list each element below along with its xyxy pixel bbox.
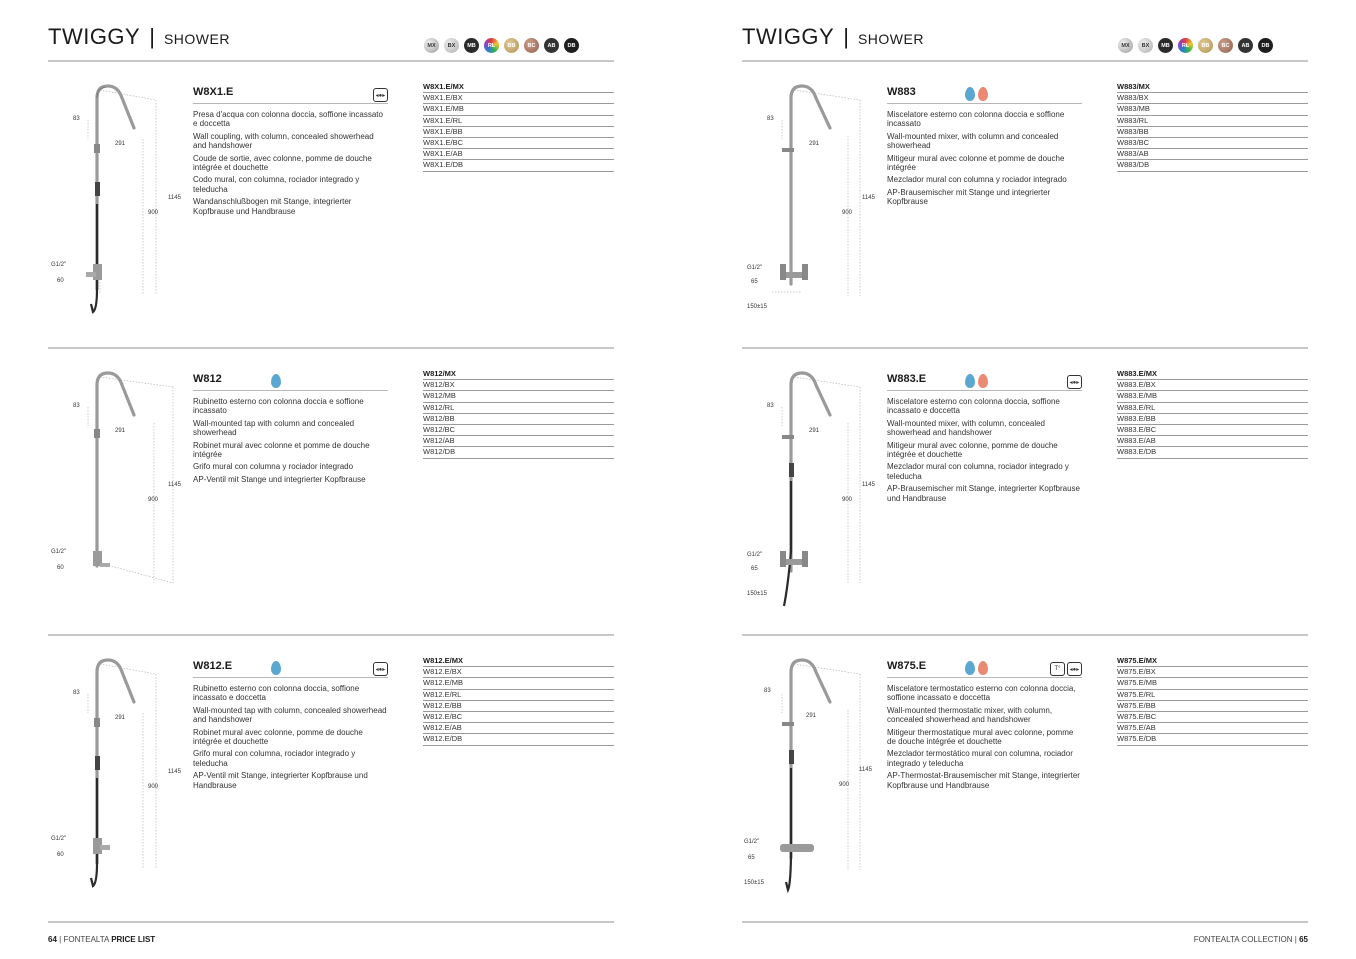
finish-bc-swatch: BC: [524, 38, 539, 53]
dim-total: 1145: [862, 195, 875, 201]
desc-de: AP-Brausemischer mit Stange und integrierter Kopfbrause: [887, 187, 1051, 207]
product-drawing: [742, 351, 882, 631]
desc-fr: Coude de sortie, avec colonne, pomme de douche intégrée et douchette: [193, 153, 372, 173]
finish-bx-swatch: BX: [1138, 38, 1153, 53]
product-info: [887, 373, 1082, 506]
cold-water-drop-icon: [965, 374, 975, 388]
variant-code: W812/MB: [423, 391, 614, 402]
variant-code: W883.E/BX: [1117, 380, 1308, 391]
dim-column: 900: [148, 497, 159, 503]
variant-code: W8X1.E/MX: [423, 82, 614, 93]
series-title: TWIGGY: [742, 24, 835, 49]
dim-column: 900: [148, 210, 159, 216]
finish-mb-swatch: MB: [1158, 38, 1173, 53]
footer-divider: [48, 921, 614, 923]
variant-code: W875.E/MB: [1117, 678, 1308, 689]
desc-de: AP-Ventil mit Stange, integrierter Kopfbrause und Handbrause: [193, 771, 368, 790]
product-drawing: [48, 64, 188, 344]
finish-rl-swatch: RL: [484, 38, 499, 53]
dim-base: 65: [751, 279, 758, 285]
header-separator: |: [843, 24, 849, 49]
desc-en: Wall-mounted thermostatic mixer, with column, concealed showerhead and handshower: [887, 705, 1053, 725]
product-block: [742, 351, 1308, 631]
feature-icons: [373, 662, 388, 676]
product-info: [887, 660, 1082, 793]
header-divider: [742, 60, 1308, 62]
dim-base: 60: [57, 565, 64, 571]
water-drops: [965, 87, 988, 101]
product-info: [193, 660, 388, 793]
footer-label: PRICE LIST: [111, 935, 156, 944]
finish-mx-swatch: MX: [1118, 38, 1133, 53]
dim-column: 900: [842, 210, 853, 216]
variant-code: W812/BX: [423, 380, 614, 391]
cold-water-drop-icon: [271, 374, 281, 388]
variant-code: W883.E/DB: [1117, 447, 1308, 458]
dim-total: 1145: [168, 769, 181, 775]
finish-ab-swatch: AB: [544, 38, 559, 53]
variant-code: W875.E/DB: [1117, 734, 1308, 745]
variant-list: [423, 656, 614, 746]
variant-code: W8X1.E/DB: [423, 160, 614, 171]
desc-es: Grifo mural con columna y rociador integrado: [193, 462, 354, 472]
desc-en: Wall-mounted mixer, with column, concealed showerhead and handshower: [887, 418, 1045, 438]
variant-code: W812/BC: [423, 425, 614, 436]
dim-base: 60: [57, 278, 64, 284]
variant-code: W883.E/AB: [1117, 436, 1308, 447]
desc-it: Presa d'acqua con colonna doccia, soffione incassato e doccetta: [193, 110, 383, 129]
variant-code: W875.E/RL: [1117, 690, 1308, 701]
dim-total: 1145: [168, 195, 181, 201]
variant-list: [423, 82, 614, 172]
dim-column: 900: [839, 782, 850, 788]
dim-column: 900: [842, 497, 853, 503]
code-divider: [887, 677, 1082, 678]
page-number: 64: [48, 935, 57, 944]
variant-code: W883/DB: [1117, 160, 1308, 171]
dim-base: 65: [751, 566, 758, 572]
variant-code: W883/MX: [1117, 82, 1308, 93]
desc-fr: Mitigeur mural avec colonne et pomme de douche intégrée: [887, 153, 1065, 173]
desc-it: Rubinetto esterno con colonna doccia e soffione incassato: [193, 397, 364, 416]
finish-swatches: [1118, 38, 1273, 53]
variant-code: W812.E/DB: [423, 734, 614, 745]
category-title: SHOWER: [163, 31, 230, 47]
product-code: W875.E: [887, 660, 927, 672]
hot-water-drop-icon: [978, 87, 988, 101]
hot-water-drop-icon: [978, 661, 988, 675]
shower-column-drawing: [48, 638, 188, 918]
dim-thread: G1/2": [747, 265, 763, 271]
dim-top: 83: [73, 403, 80, 409]
variant-code: W812.E/BX: [423, 667, 614, 678]
variant-code: W812.E/MX: [423, 656, 614, 667]
product-drawing: [48, 638, 188, 918]
variant-list: [1117, 369, 1308, 459]
product-block: [742, 64, 1308, 344]
variant-code: W875.E/BX: [1117, 667, 1308, 678]
finish-bb-swatch: BB: [504, 38, 519, 53]
dim-arm: 291: [809, 428, 820, 434]
variant-code: W812/AB: [423, 436, 614, 447]
dim-column: 900: [148, 784, 159, 790]
water-drops: [271, 374, 281, 388]
finish-db-swatch: DB: [564, 38, 579, 53]
variant-code: W883/BB: [1117, 127, 1308, 138]
water-drops: [965, 661, 988, 675]
handshower-diverter-icon: ◂●▸: [373, 88, 388, 102]
dim-arm: 291: [806, 713, 817, 719]
feature-icons: [373, 88, 388, 102]
page-footer: [48, 935, 155, 944]
finish-mx-swatch: MX: [424, 38, 439, 53]
variant-code: W8X1.E/BC: [423, 138, 614, 149]
handshower-diverter-icon: ◂●▸: [373, 662, 388, 676]
code-divider: [887, 390, 1082, 391]
footer-label: COLLECTION: [1241, 935, 1293, 944]
product-drawing: [742, 64, 882, 344]
hot-water-drop-icon: [978, 374, 988, 388]
dim-total: 1145: [859, 767, 872, 773]
desc-es: Mezclador mural con columna y rociador integrado: [887, 175, 1067, 185]
desc-fr: Robinet mural avec colonne, pomme de douche intégrée et douchette: [193, 727, 363, 747]
variant-code: W883.E/MB: [1117, 391, 1308, 402]
variant-code: W812.E/AB: [423, 723, 614, 734]
dim-base: 60: [57, 852, 64, 858]
dim-spacing: 150±15: [747, 304, 767, 310]
product-code: W883.E: [887, 373, 927, 385]
variant-code: W8X1.E/BX: [423, 93, 614, 104]
finish-ab-swatch: AB: [1238, 38, 1253, 53]
variant-code: W8X1.E/BB: [423, 127, 614, 138]
variant-code: W883.E/RL: [1117, 403, 1308, 414]
dim-base: 65: [748, 855, 755, 861]
desc-fr: Mitigeur mural avec colonne, pomme de douche intégrée et douchette: [887, 440, 1058, 460]
product-block: [742, 638, 1308, 918]
variant-code: W875.E/BC: [1117, 712, 1308, 723]
variant-code: W8X1.E/AB: [423, 149, 614, 160]
variant-code: W812.E/RL: [423, 690, 614, 701]
desc-it: Miscelatore esterno con colonna doccia, soffione incassato e doccetta: [887, 397, 1060, 416]
variant-code: W812/RL: [423, 403, 614, 414]
dim-arm: 291: [809, 141, 820, 147]
handshower-diverter-icon: ◂●▸: [1067, 662, 1082, 676]
variant-code: W883/RL: [1117, 116, 1308, 127]
thermostat-icon: T°: [1050, 662, 1065, 676]
handshower-diverter-icon: ◂●▸: [1067, 375, 1082, 389]
product-block: [48, 638, 614, 918]
finish-swatches: [424, 38, 579, 53]
desc-es: Mezclador termostático mural con columna, rociador integrado y teleducha: [887, 749, 1073, 768]
variant-code: W883/BC: [1117, 138, 1308, 149]
variant-code: W883.E/BB: [1117, 414, 1308, 425]
dim-top: 83: [764, 688, 771, 694]
variant-code: W883/MB: [1117, 104, 1308, 115]
shower-column-drawing: [742, 351, 882, 631]
dim-thread: G1/2": [51, 262, 67, 268]
dim-arm: 291: [115, 715, 126, 721]
footer-divider: [742, 921, 1308, 923]
water-drops: [271, 661, 281, 675]
variant-list: [423, 369, 614, 459]
dim-arm: 291: [115, 428, 126, 434]
finish-bb-swatch: BB: [1198, 38, 1213, 53]
product-info: [887, 86, 1082, 210]
variant-code: W883/BX: [1117, 93, 1308, 104]
variant-code: W875.E/BB: [1117, 701, 1308, 712]
section-divider: [742, 634, 1308, 636]
dim-total: 1145: [862, 482, 875, 488]
shower-column-drawing: [742, 638, 882, 918]
code-divider: [193, 677, 388, 678]
code-divider: [193, 390, 388, 391]
dim-top: 83: [73, 116, 80, 122]
dim-spacing: 150±15: [744, 880, 764, 886]
shower-column-drawing: [48, 351, 188, 631]
variant-list: [1117, 82, 1308, 172]
finish-db-swatch: DB: [1258, 38, 1273, 53]
dim-thread: G1/2": [51, 836, 67, 842]
finish-rl-swatch: RL: [1178, 38, 1193, 53]
desc-en: Wall coupling, with column, concealed showerhead and handshower: [193, 131, 374, 151]
footer-separator: |: [1294, 935, 1297, 944]
dim-top: 83: [73, 690, 80, 696]
desc-de: AP-Thermostat-Brausemischer mit Stange, integrierter Kopfbrause und Handbrause: [887, 771, 1080, 790]
variant-code: W875.E/AB: [1117, 723, 1308, 734]
product-info: [193, 373, 388, 487]
desc-de: AP-Brausemischer mit Stange, integrierter Kopfbrause und Handbrause: [887, 484, 1080, 503]
desc-it: Miscelatore esterno con colonna doccia e soffione incassato: [887, 110, 1065, 129]
section-divider: [742, 347, 1308, 349]
variant-code: W812/DB: [423, 447, 614, 458]
product-code: W812: [193, 373, 222, 385]
variant-code: W8X1.E/RL: [423, 116, 614, 127]
section-divider: [48, 347, 614, 349]
page-header: [742, 24, 924, 50]
header-divider: [48, 60, 614, 62]
category-title: SHOWER: [857, 31, 924, 47]
desc-it: Miscelatore termostatico esterno con colonna doccia, soffione incassato e doccetta: [887, 684, 1076, 703]
page-number: 65: [1299, 935, 1308, 944]
variant-code: W883/AB: [1117, 149, 1308, 160]
section-divider: [48, 634, 614, 636]
code-divider: [887, 103, 1082, 104]
product-code: W812.E: [193, 660, 233, 672]
product-info: [193, 86, 388, 219]
feature-icons: [1067, 375, 1082, 389]
cold-water-drop-icon: [965, 87, 975, 101]
desc-en: Wall-mounted tap with column, concealed showerhead and handshower: [193, 705, 387, 725]
variant-code: W812/BB: [423, 414, 614, 425]
variant-code: W812.E/MB: [423, 678, 614, 689]
product-block: [48, 64, 614, 344]
dim-arm: 291: [115, 141, 126, 147]
dim-spacing: 150±15: [747, 591, 767, 597]
variant-code: W812.E/BC: [423, 712, 614, 723]
desc-es: Grifo mural con columna, rociador integrado y teleducha: [193, 749, 356, 768]
product-code: W883: [887, 86, 916, 98]
variant-code: W883.E/MX: [1117, 369, 1308, 380]
desc-es: Codo mural, con columna, rociador integrado y teleducha: [193, 175, 360, 194]
variant-code: W812.E/BB: [423, 701, 614, 712]
footer-brand: FONTEALTA: [1193, 935, 1240, 944]
dim-top: 83: [767, 403, 774, 409]
product-code: W8X1.E: [193, 86, 234, 98]
footer-brand: FONTEALTA: [63, 935, 109, 944]
code-divider: [193, 103, 388, 104]
dim-thread: G1/2": [51, 549, 67, 555]
desc-de: AP-Ventil mit Stange und integrierter Kopfbrause: [193, 474, 366, 484]
dim-total: 1145: [168, 482, 181, 488]
desc-es: Mezclador mural con columna, rociador integrado y teleducha: [887, 462, 1069, 481]
dim-thread: G1/2": [744, 839, 760, 845]
shower-column-drawing: [742, 64, 882, 344]
series-title: TWIGGY: [48, 24, 141, 49]
right-page: [678, 0, 1356, 959]
footer-separator: |: [59, 935, 62, 944]
variant-code: W812/MX: [423, 369, 614, 380]
desc-fr: Mitigeur thermostatique mural avec colonne, pomme de douche intégrée et douchette: [887, 727, 1074, 747]
page-header: [48, 24, 230, 50]
desc-en: Wall-mounted tap with column and concealed showerhead: [193, 418, 355, 438]
cold-water-drop-icon: [271, 661, 281, 675]
dim-top: 83: [767, 116, 774, 122]
finish-mb-swatch: MB: [464, 38, 479, 53]
water-drops: [965, 374, 988, 388]
feature-icons: [1050, 662, 1082, 676]
desc-de: Wandanschlußbogen mit Stange, integrierter Kopfbrause und Handbrause: [193, 197, 352, 216]
desc-en: Wall-mounted mixer, with column and concealed showerhead: [887, 131, 1059, 151]
desc-fr: Robinet mural avec colonne et pomme de douche intégrée: [193, 440, 370, 460]
variant-code: W875.E/MX: [1117, 656, 1308, 667]
finish-bx-swatch: BX: [444, 38, 459, 53]
variant-code: W8X1.E/MB: [423, 104, 614, 115]
cold-water-drop-icon: [965, 661, 975, 675]
header-separator: |: [149, 24, 155, 49]
shower-column-drawing: [48, 64, 188, 344]
variant-code: W883.E/BC: [1117, 425, 1308, 436]
dim-thread: G1/2": [747, 552, 763, 558]
desc-it: Rubinetto esterno con colonna doccia, soffione incassato e doccetta: [193, 684, 360, 703]
finish-bc-swatch: BC: [1218, 38, 1233, 53]
product-drawing: [48, 351, 188, 631]
page-footer: [1194, 935, 1308, 944]
variant-list: [1117, 656, 1308, 746]
product-block: [48, 351, 614, 631]
product-drawing: [742, 638, 882, 918]
